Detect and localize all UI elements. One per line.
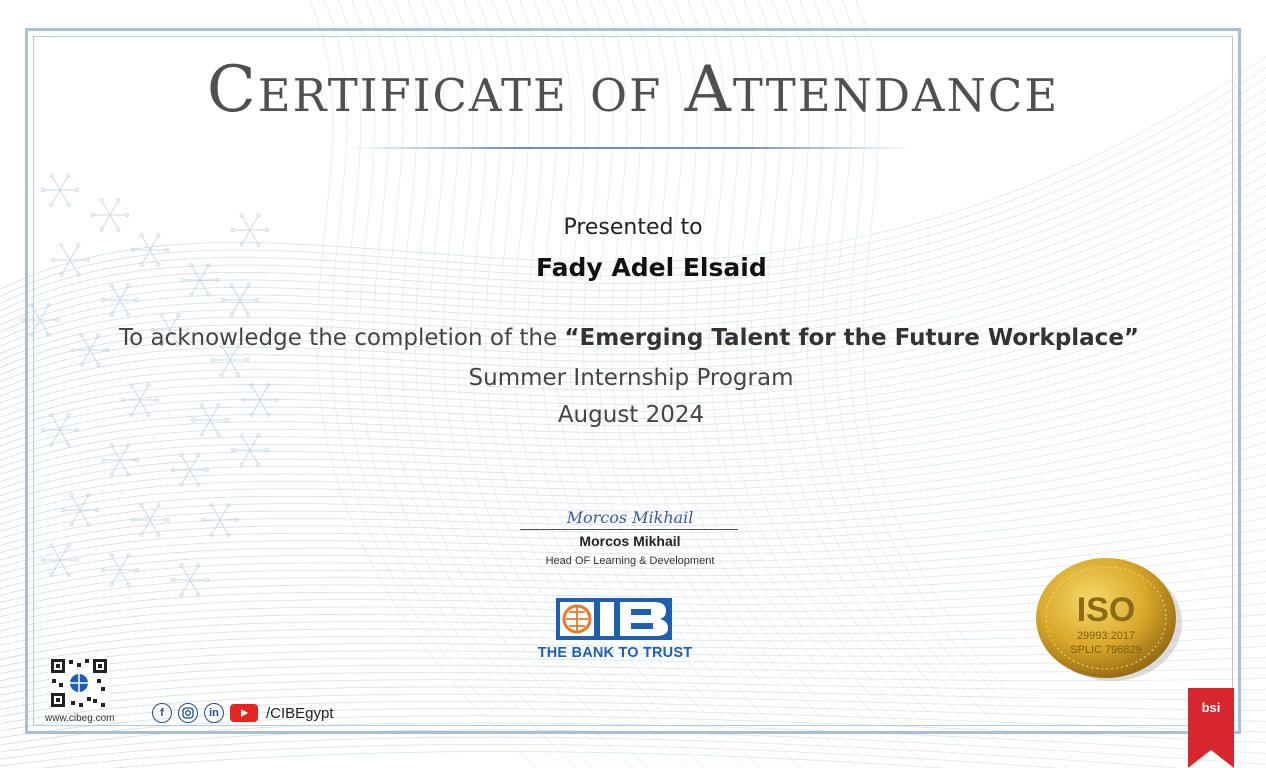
bsi-label: bsi xyxy=(1201,700,1221,715)
recipient-name: Fady Adel Elsaid xyxy=(536,253,767,282)
acknowledgement-text: To acknowledge the completion of the xyxy=(118,325,565,351)
linkedin-icon[interactable]: in xyxy=(204,703,224,723)
presented-to-label: Presented to xyxy=(563,215,703,240)
youtube-icon[interactable] xyxy=(230,704,258,722)
certificate-date: August 2024 xyxy=(557,402,705,428)
instagram-icon[interactable] xyxy=(178,703,198,723)
qr-code xyxy=(49,657,109,709)
social-handle[interactable]: /CIBEgypt xyxy=(266,704,334,722)
seal-line-1: 29993:2017 xyxy=(1076,630,1136,642)
seal-label: ISO xyxy=(1076,591,1136,629)
program-subtitle: Summer Internship Program xyxy=(468,365,794,391)
brand-tagline: THE BANK TO TRUST xyxy=(537,645,693,661)
signatory-role: Head OF Learning & Development xyxy=(545,555,715,567)
signatory-name: Morcos Mikhail xyxy=(579,533,681,549)
signature-line xyxy=(520,529,738,530)
website-link[interactable]: www.cibeg.com xyxy=(45,713,115,724)
acknowledgement-line xyxy=(0,325,1258,351)
certificate-title: Certificate of Attendance xyxy=(206,53,1060,127)
cib-logo xyxy=(556,598,672,640)
iso-seal xyxy=(1034,557,1184,683)
facebook-icon[interactable]: f xyxy=(152,703,172,723)
social-links xyxy=(152,703,334,723)
signature-script: Morcos Mikhail xyxy=(566,508,694,527)
bsi-badge xyxy=(1188,688,1234,768)
program-title: “Emerging Talent for the Future Workplace” xyxy=(564,325,1140,351)
seal-line-2: SPLIC 796829 xyxy=(1070,644,1142,656)
title-divider xyxy=(350,147,910,149)
